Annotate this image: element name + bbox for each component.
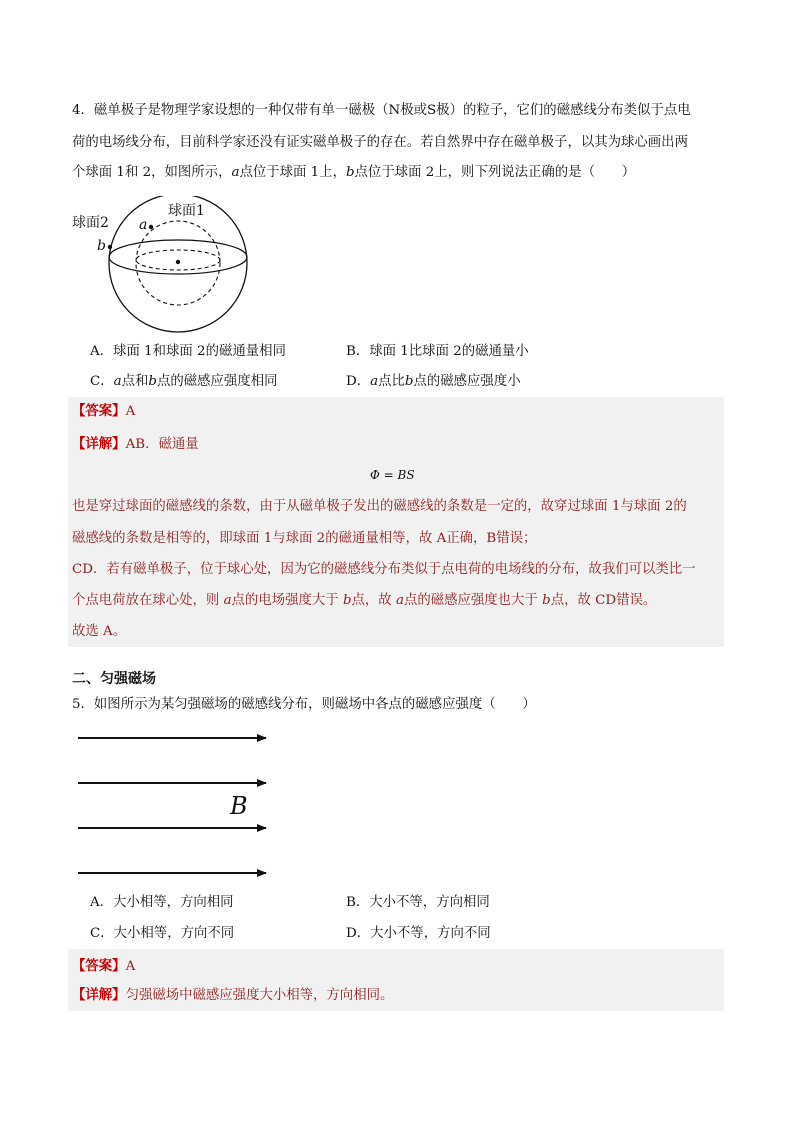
q5-detail	[72, 985, 393, 1006]
flux-formula: Φ = BS	[370, 468, 415, 482]
q4-stem-line-2: 荷的电场线分布，目前科学家还没有证实磁单极子的存在。若自然界中存在磁单极子，以其为球心画出两	[72, 135, 688, 150]
detail-text: 匀强磁场中磁感应强度大小相等，方向相同。	[125, 988, 394, 1003]
q4-stem-line-1: 4．磁单极子是物理学家设想的一种仅带有单一磁极（N极或S极）的粒子，它们的磁感线分布类似于点电	[72, 103, 691, 118]
q4-option-b[interactable]: B．球面 1比球面 2的磁通量小	[346, 344, 529, 359]
answer-tag: 【答案】	[72, 403, 126, 419]
point-a	[149, 225, 153, 229]
q5-stem: 5．如图所示为某匀强磁场的磁感线分布，则磁场中各点的磁感应强度（ ）	[72, 697, 536, 712]
q4-option-a[interactable]: A．球面 1和球面 2的磁通量相同	[90, 344, 286, 359]
center-point	[176, 260, 180, 264]
detail-text: AB．磁通量	[125, 437, 199, 452]
detail-text: 点的电场强度大于	[231, 593, 343, 608]
q4-detail-line-6: 故选 A。	[72, 624, 127, 639]
var-b: b	[148, 374, 157, 389]
q4-detail-line-1	[72, 434, 199, 455]
var-b: b	[342, 593, 352, 608]
sphere-figure	[70, 196, 260, 336]
var-a: a	[113, 374, 122, 389]
option-text: 点比	[378, 374, 405, 389]
q4-option-c[interactable]	[90, 372, 278, 392]
detail-text: 点的磁感应强度也大于	[403, 593, 543, 608]
detail-tag: 【详解】	[72, 987, 126, 1003]
label-a: a	[139, 217, 148, 233]
q4-stem-text: 个球面 1和 2，如图所示，	[72, 165, 232, 180]
detail-text: 个点电荷放在球心处，则	[72, 593, 224, 608]
option-text: 点的磁感应强度小	[413, 374, 521, 389]
var-a: a	[231, 165, 240, 180]
answer-value: A	[125, 404, 136, 419]
option-text: C．	[90, 374, 114, 389]
option-text: 点的磁感应强度相同	[156, 374, 278, 389]
var-b: b	[345, 165, 355, 180]
var-a: a	[395, 593, 404, 608]
field-lines-figure	[74, 726, 274, 882]
point-b	[108, 245, 112, 249]
q5-option-d[interactable]: D．大小不等，方向不同	[346, 926, 491, 941]
detail-tag: 【详解】	[72, 436, 126, 452]
q4-answer	[72, 401, 135, 422]
label-B: B	[230, 792, 248, 820]
q5-option-b[interactable]: B．大小不等，方向相同	[346, 895, 490, 910]
q4-detail-line-2: 也是穿过球面的磁感线的条数，由于从磁单极子发出的磁感线的条数是一定的，故穿过球面 1与球面 2的	[72, 499, 687, 514]
q4-detail-line-5	[72, 591, 656, 611]
q4-detail-line-3: 磁感线的条数是相等的，即球面 1与球面 2的磁通量相等，故 A正确，B错误；	[72, 531, 537, 546]
answer-tag: 【答案】	[72, 958, 126, 974]
label-sphere1: 球面1	[168, 203, 205, 219]
q5-answer	[72, 956, 135, 977]
detail-text: 点，故	[351, 593, 396, 608]
q5-option-a[interactable]: A．大小相等，方向相同	[90, 895, 234, 910]
q4-stem-text: 点位于球面 1上，	[239, 165, 346, 180]
q5-option-c[interactable]: C．大小相等，方向不同	[90, 926, 235, 941]
label-b: b	[97, 238, 106, 254]
sphere-2-equator	[109, 240, 247, 274]
answer-value: A	[125, 959, 136, 974]
var-b: b	[404, 374, 414, 389]
detail-text: 点，故 CD错误。	[550, 593, 657, 608]
option-text: 点和	[121, 374, 149, 389]
q4-stem-text: 点位于球面 2上，则下列说法正确的是（ ）	[354, 165, 636, 180]
section-heading: 二、匀强磁场	[72, 671, 156, 687]
label-sphere2: 球面2	[72, 215, 109, 231]
var-b: b	[542, 593, 551, 608]
option-text: D．	[346, 374, 371, 389]
var-a: a	[370, 374, 379, 389]
q4-stem-line-3	[72, 163, 635, 183]
q4-detail-line-4: CD．若有磁单极子，位于球心处，因为它的磁感线分布类似于点电荷的电场线的分布，故我们可以类比一	[72, 562, 696, 577]
var-a: a	[223, 593, 232, 608]
q4-option-d[interactable]	[346, 372, 521, 392]
